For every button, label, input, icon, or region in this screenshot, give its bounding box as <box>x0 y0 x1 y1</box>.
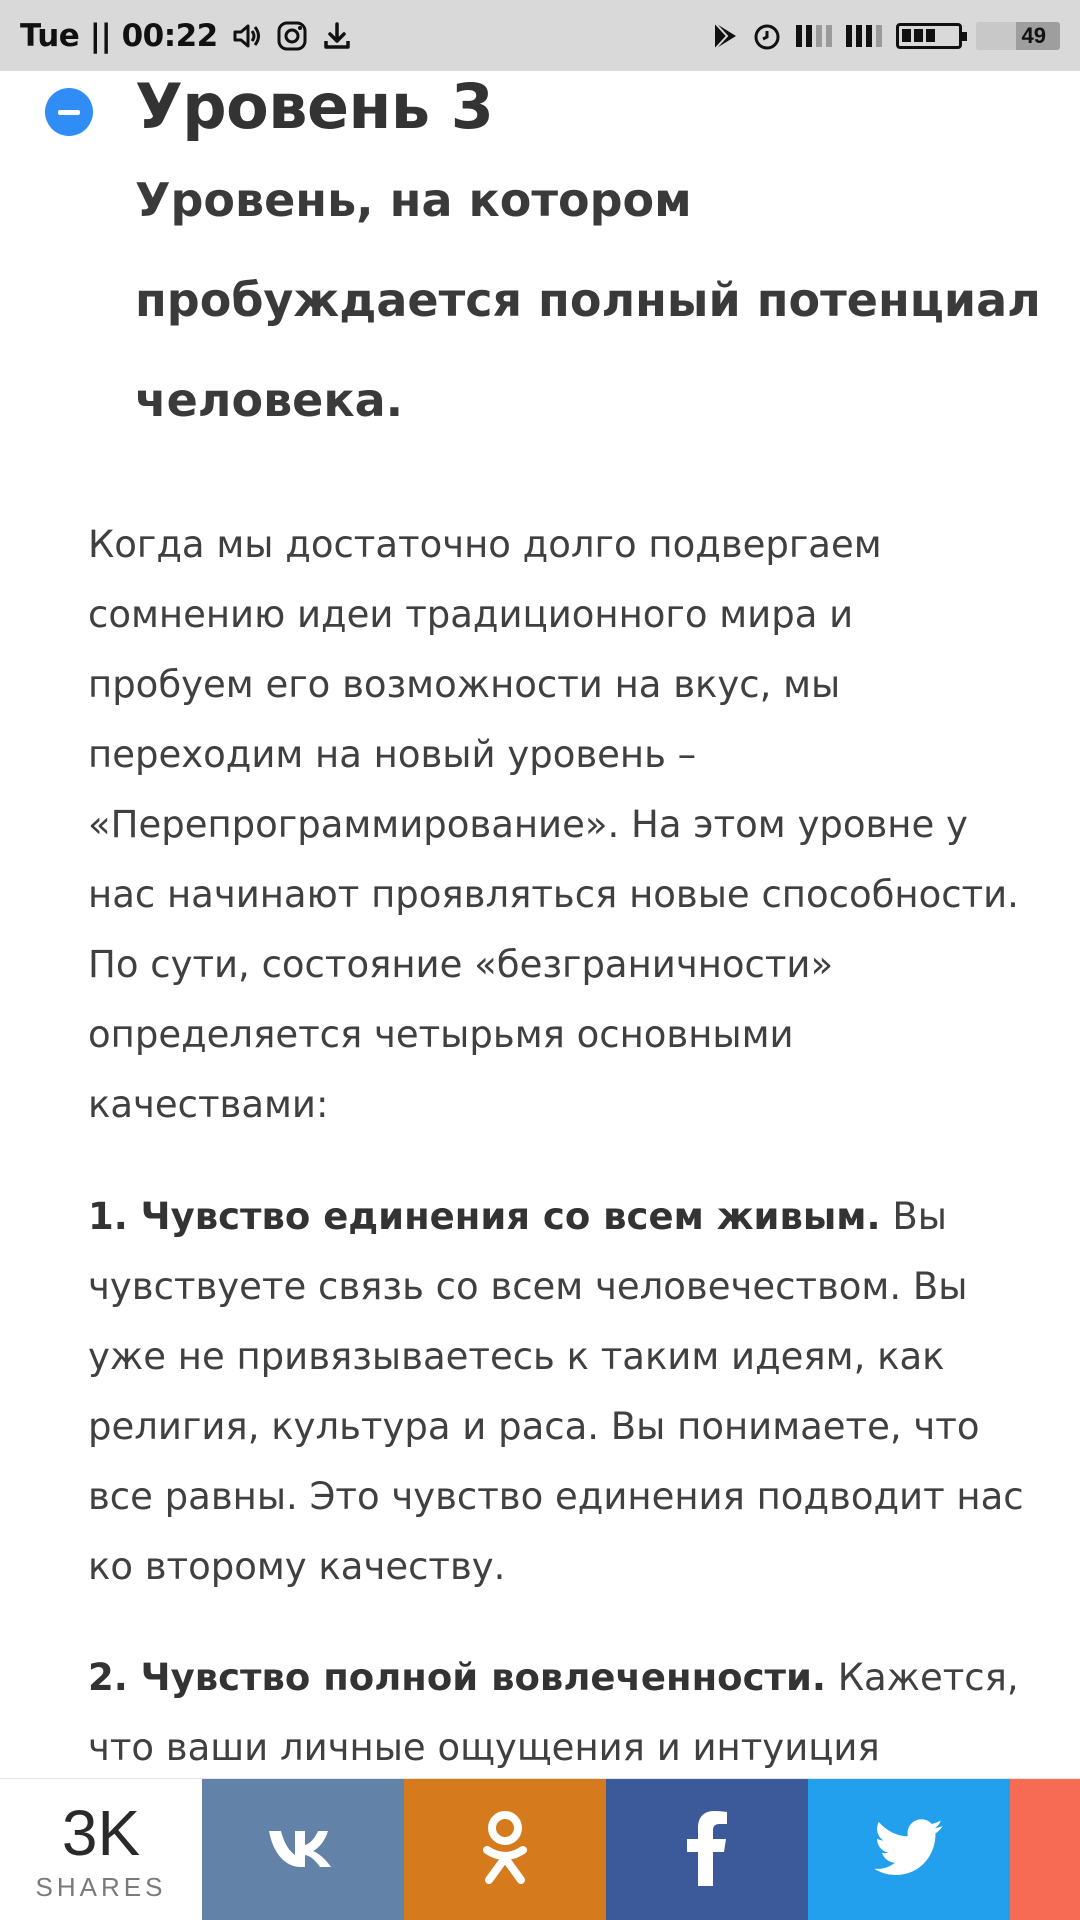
odnoklassniki-icon <box>479 1810 531 1891</box>
status-time: Tue || 00:22 <box>20 17 218 54</box>
battery-percent-badge <box>976 22 1060 50</box>
quality-paragraph <box>88 1182 1028 1602</box>
signal-icon <box>796 25 832 47</box>
level-title: Уровень 3 <box>135 70 494 143</box>
volume-icon <box>232 21 262 51</box>
quality-paragraph <box>88 1643 1028 1783</box>
instagram-icon <box>276 20 308 52</box>
intro-paragraph: Когда мы достаточно долго подвергаем сомнению идеи традиционного мира и пробуем его возможности на вкус, мы переходим на новый уровень – «Перепрограммирование». На этом уровне у нас начинают проявляться новые способности. По сути, состояние «безграничности» определяется четырьмя основными качествами: <box>88 523 1019 1126</box>
share-more-button[interactable] <box>1010 1779 1080 1920</box>
share-count <box>0 1779 202 1920</box>
level-subtitle: Уровень, на котором пробуждается полный потенциал человека. <box>135 173 1041 427</box>
share-count-label: SHARES <box>35 1871 167 1902</box>
share-count-value: 3K <box>61 1796 141 1869</box>
quality-heading: 1. Чувство единения со всем живым. <box>88 1195 881 1238</box>
download-icon <box>322 21 352 51</box>
quality-text: Вы чувствуете связь со всем человечеством. Вы уже не привязываетесь к таким идеям, как религия, культура и раса. Вы понимаете, что все равны. Это чувство единения подводит нас ко второму качеству. <box>88 1195 1024 1588</box>
facebook-icon <box>685 1810 729 1891</box>
quality-text: Кажется, что ваши личные ощущения и интуиция <box>88 1656 1019 1769</box>
status-bar <box>0 0 1080 71</box>
play-store-icon <box>712 21 738 51</box>
collapse-minus-icon[interactable] <box>45 88 93 136</box>
signal-icon <box>846 25 882 47</box>
twitter-icon <box>874 1819 944 1882</box>
share-facebook-button[interactable] <box>606 1779 808 1920</box>
alarm-icon <box>752 21 782 51</box>
battery-icon <box>896 23 962 49</box>
share-vk-button[interactable] <box>202 1779 404 1920</box>
share-twitter-button[interactable] <box>808 1779 1010 1920</box>
quality-heading: 2. Чувство полной вовлеченности. <box>88 1656 826 1699</box>
vk-icon <box>265 1825 341 1876</box>
share-bar <box>0 1778 1080 1920</box>
share-odnoklassniki-button[interactable] <box>404 1779 606 1920</box>
battery-percent: 49 <box>1021 22 1046 48</box>
